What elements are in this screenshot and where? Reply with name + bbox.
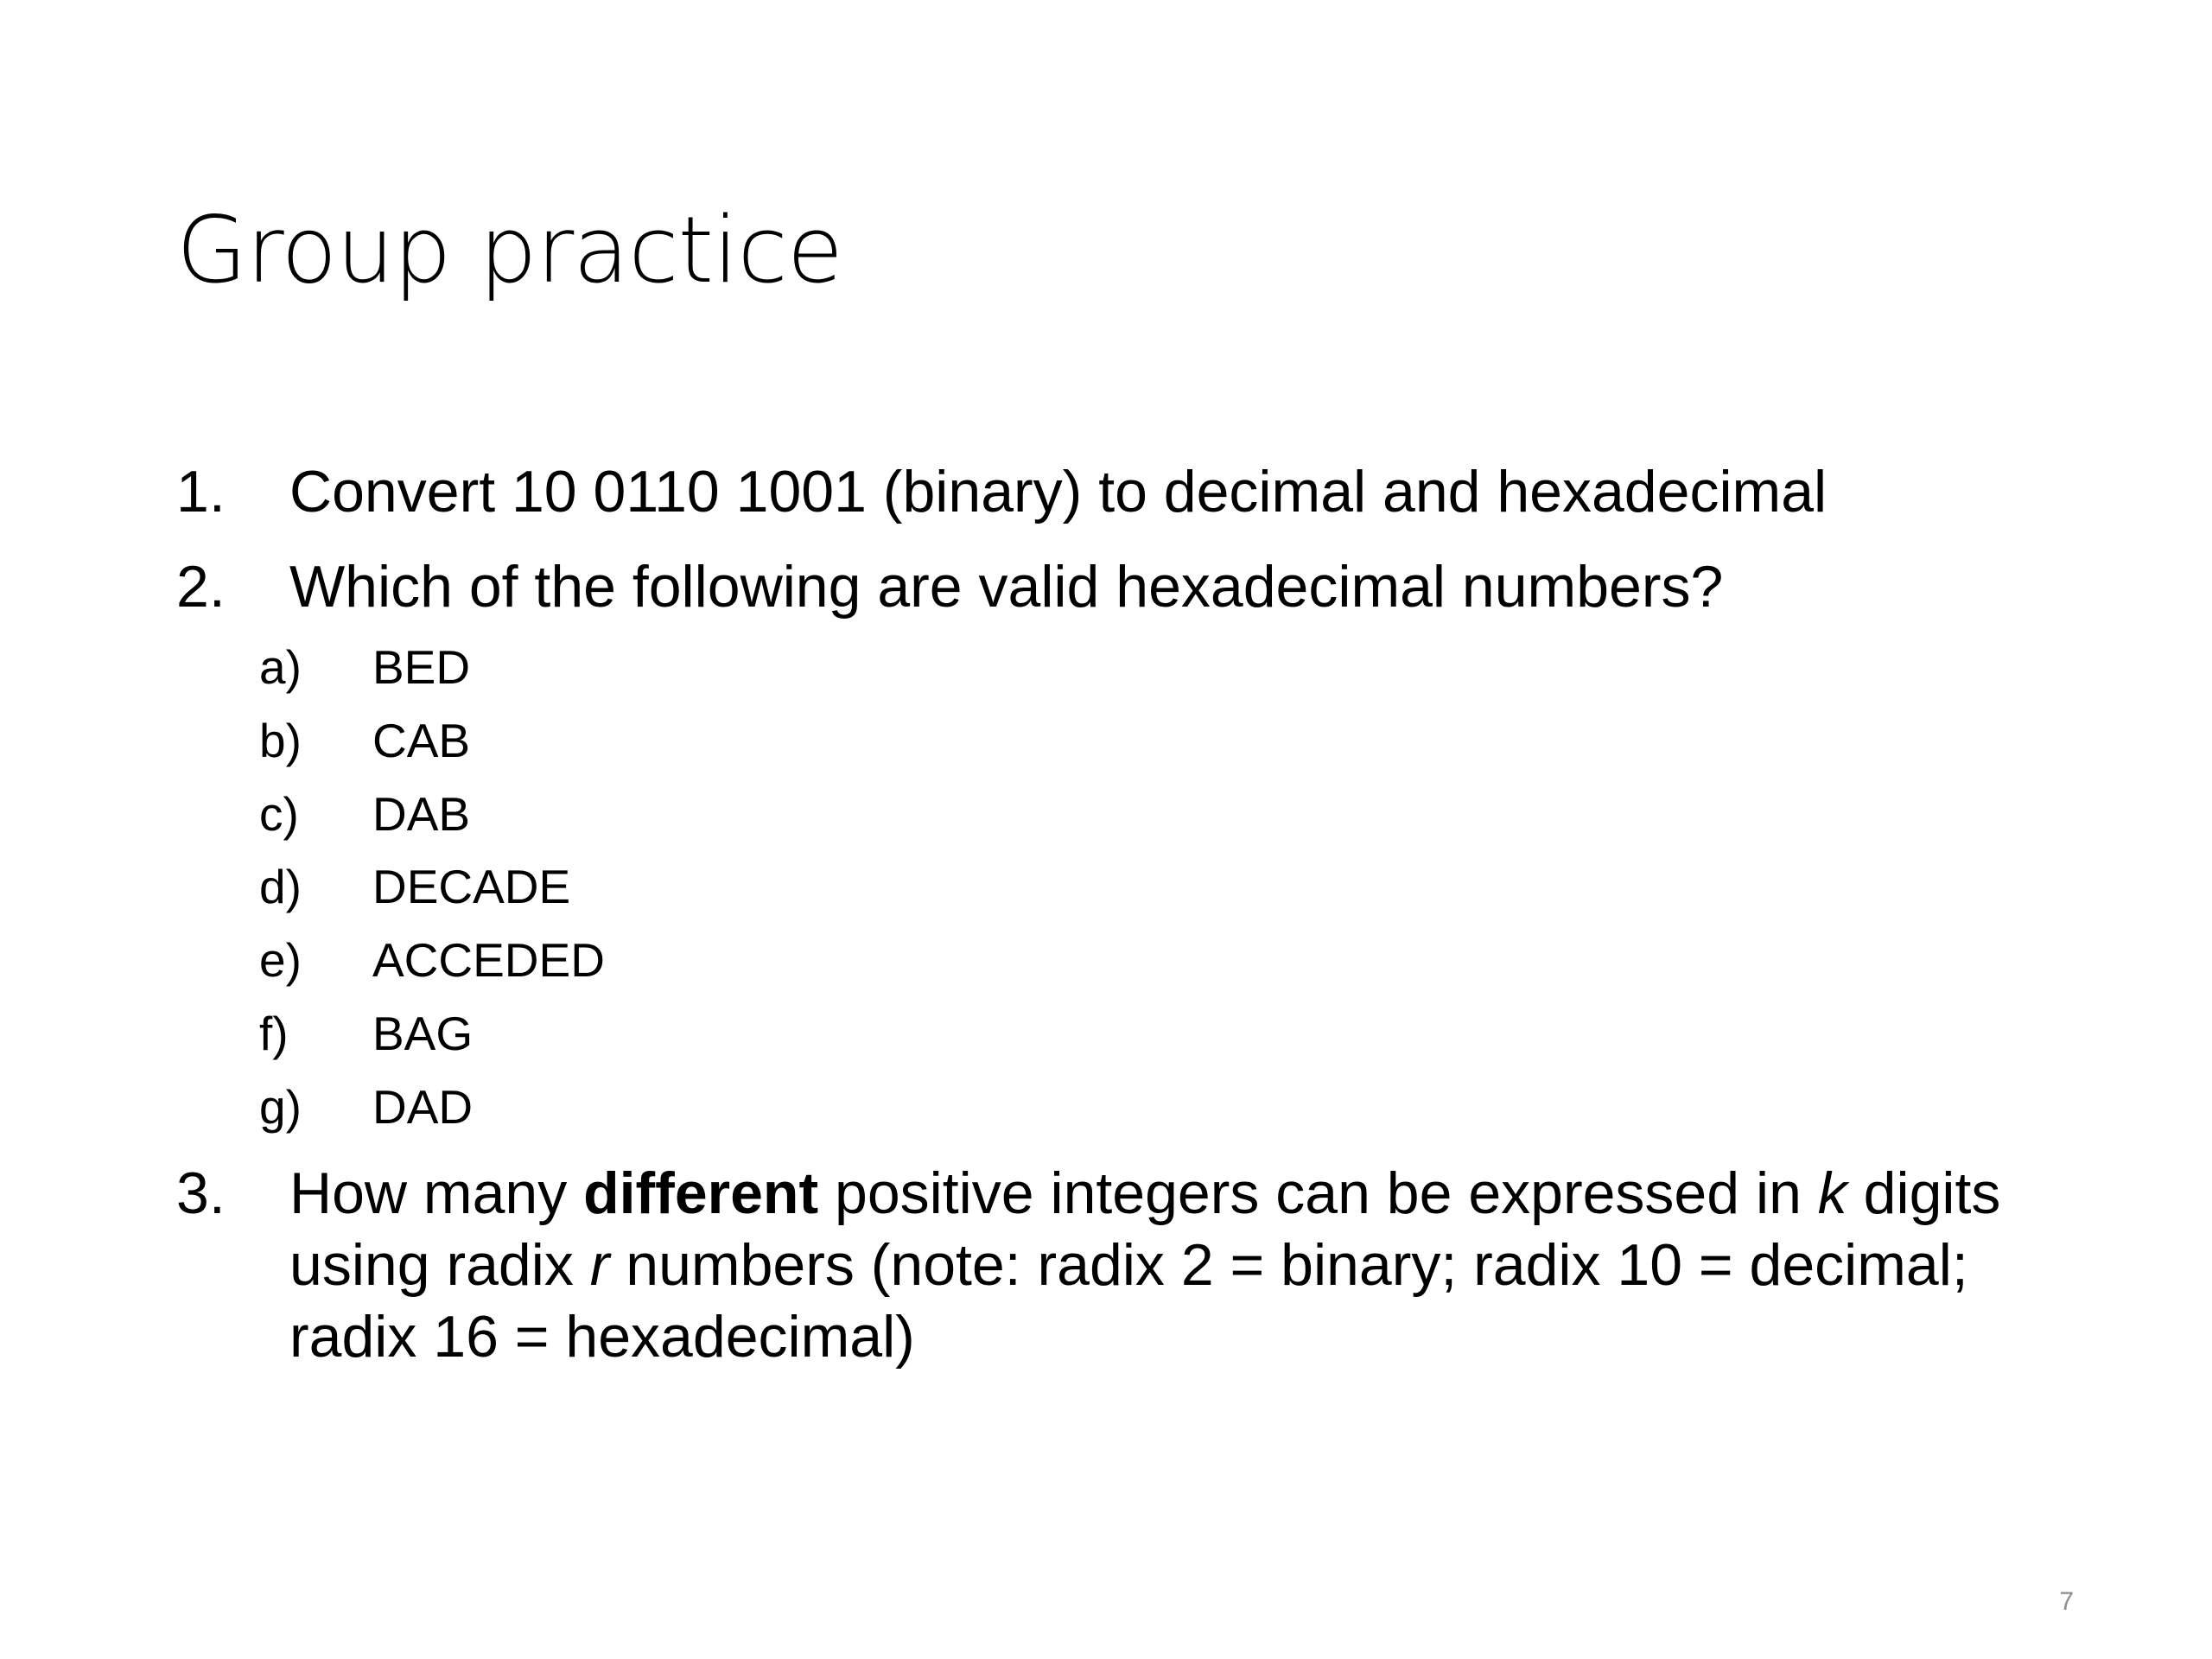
option-value: DECADE — [372, 860, 571, 913]
option-value: DAD — [372, 1080, 474, 1134]
question-3-text-part: numbers (note: radix 2 = binary; radix 10 = decimal; radix 16 = hexadecimal) — [289, 1232, 1968, 1370]
slide-title: Group practice — [176, 197, 843, 303]
option-value: ACCEDED — [372, 933, 605, 987]
question-1-text: Convert 10 0110 1001 (binary) to decimal and hexadecimal — [289, 459, 1827, 524]
option-letter: e) — [259, 933, 302, 987]
option-value: BAG — [372, 1007, 474, 1060]
question-3-text-part: positive integers can be expressed in — [818, 1160, 1818, 1226]
option-letter: b) — [259, 714, 302, 767]
variable-k: k — [1817, 1160, 1847, 1226]
emphasis-different: different — [583, 1160, 819, 1226]
option-letter: d) — [259, 860, 302, 913]
question-3-text-part: digits using radix — [289, 1160, 2001, 1298]
question-3-number: 3. — [176, 1160, 226, 1226]
question-3-text — [289, 1158, 2087, 1373]
variable-r: r — [589, 1232, 610, 1298]
option-letter: f) — [259, 1007, 289, 1060]
slide-number: 7 — [2059, 1587, 2074, 1616]
question-2-text: Which of the following are valid hexadecimal numbers? — [289, 554, 1724, 620]
question-2-number: 2. — [176, 554, 226, 620]
option-value: BED — [372, 640, 471, 694]
question-3-text-part: How many — [289, 1160, 584, 1226]
option-letter: a) — [259, 640, 302, 694]
option-letter: c) — [259, 787, 299, 841]
option-value: CAB — [372, 714, 471, 767]
option-value: DAB — [372, 787, 471, 841]
question-1-number: 1. — [176, 459, 226, 524]
option-letter: g) — [259, 1080, 302, 1134]
